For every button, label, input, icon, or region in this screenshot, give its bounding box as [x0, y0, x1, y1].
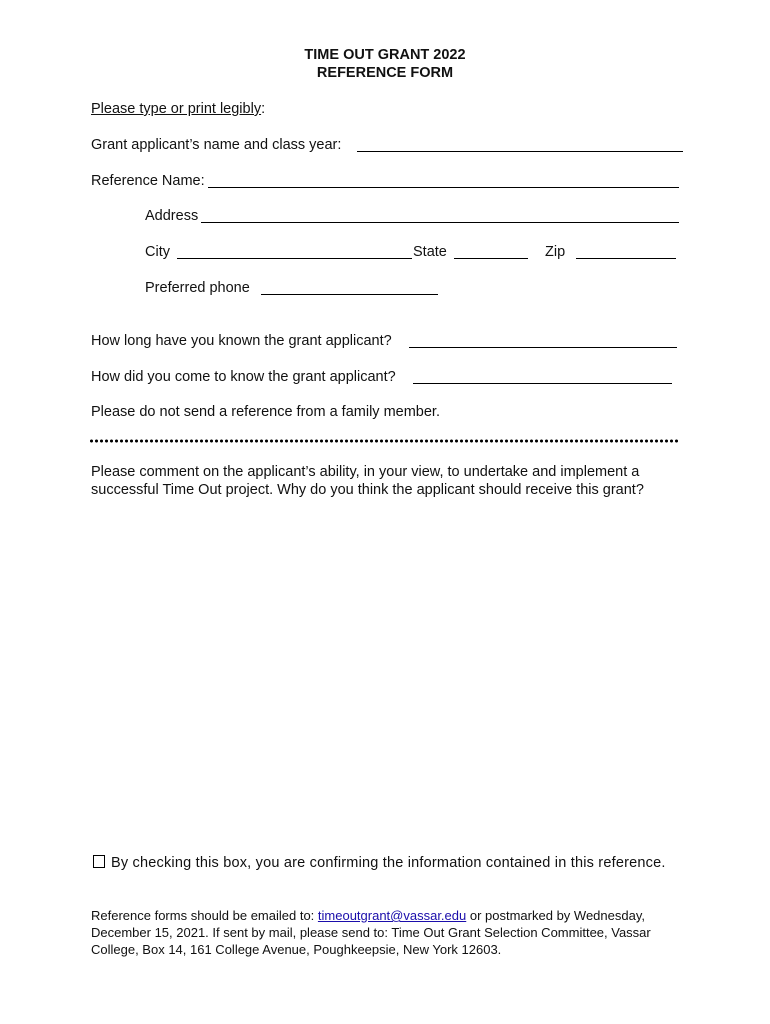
zip-label: Zip [545, 244, 566, 260]
instruction-colon: : [261, 101, 266, 117]
phone-label: Preferred phone [145, 280, 250, 296]
known-duration-field[interactable] [409, 347, 677, 348]
comment-prompt: Please comment on the applicant’s ability, in your view, to undertake and implement a successful Time Out project. Why do you think the applicant should receive this grant? [91, 464, 644, 498]
submission-instructions [91, 907, 691, 958]
applicant-name-field[interactable] [357, 151, 683, 152]
address-label: Address [145, 208, 199, 224]
known-duration-label: How long have you known the grant applicant? [91, 333, 392, 349]
confirmation-row [91, 854, 671, 873]
known-how-field[interactable] [413, 383, 672, 384]
state-label: State [413, 244, 447, 260]
footer-prefix: Reference forms should be emailed to: [91, 908, 318, 923]
form-title: TIME OUT GRANT 2022 [304, 47, 466, 63]
form-subtitle: REFERENCE FORM [316, 65, 454, 81]
zip-field[interactable] [576, 258, 676, 259]
applicant-name-label: Grant applicant’s name and class year: [91, 137, 342, 153]
reference-name-label: Reference Name: [91, 173, 205, 189]
family-member-note: Please do not send a reference from a family member. [91, 404, 440, 420]
instruction-underlined: Please type or print legibly [91, 101, 262, 117]
address-field[interactable] [201, 222, 679, 223]
instruction-text [91, 101, 265, 117]
email-link[interactable]: timeoutgrant@vassar.edu [317, 908, 467, 923]
known-how-label: How did you come to know the grant applicant? [91, 369, 396, 385]
dotted-separator [89, 439, 678, 443]
confirmation-checkbox[interactable] [93, 855, 105, 868]
city-label: City [145, 244, 170, 260]
state-field[interactable] [454, 258, 528, 259]
phone-field[interactable] [261, 294, 438, 295]
reference-name-field[interactable] [208, 187, 679, 188]
confirmation-text: By checking this box, you are confirming the information contained in this reference. [111, 855, 666, 871]
comment-area[interactable] [91, 505, 681, 840]
footer-suffix: or postmarked by Wednesday, December 15, 2021. If sent by mail, please send to: Time Out Grant Selection Committee, Vassar College, Box 14, 161 College Avenue, Poughkeepsie, New York 12603. [91, 908, 651, 957]
city-field[interactable] [177, 258, 412, 259]
